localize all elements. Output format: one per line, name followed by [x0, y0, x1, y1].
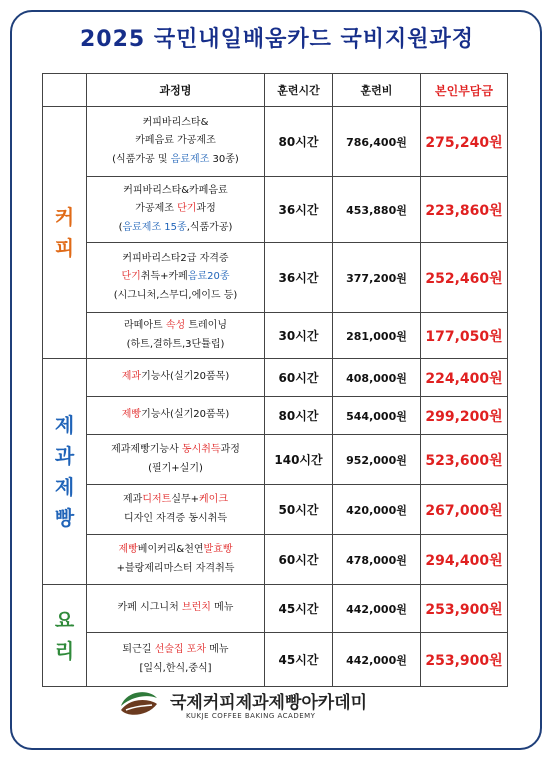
course-name-segment: 단기: [177, 203, 197, 215]
course-name-line: [87, 250, 264, 269]
course-name-segment: (필기+실기): [148, 462, 203, 474]
course-name-line: [87, 541, 264, 560]
course-fee: 408,000원: [333, 359, 421, 397]
header-self-pay: 본인부담금: [421, 74, 508, 107]
course-name-line: [87, 368, 264, 387]
course-name-line: [87, 491, 264, 510]
course-name: [87, 397, 265, 435]
course-name-segment: 커피바리스타2급 자격증: [122, 252, 229, 264]
category-char: 빵: [54, 505, 75, 530]
course-name-segment: 과정: [196, 203, 216, 215]
course-name: [87, 485, 265, 535]
course-name: [87, 313, 265, 359]
category-char: 리: [54, 638, 75, 663]
course-name-segment: 기능사(실기20품목): [141, 409, 230, 421]
course-name-segment: 베이커리&천연: [137, 544, 204, 555]
table-row: [43, 107, 508, 177]
course-name-line: [87, 132, 264, 151]
course-fee: 442,000원: [333, 585, 421, 633]
table-row: [43, 633, 508, 687]
course-name-segment: 케이크: [199, 494, 228, 505]
course-name-segment: 선술집 포차: [154, 644, 207, 655]
table-row: [43, 585, 508, 633]
category-coffee: [43, 107, 87, 359]
academy-name: 국제커피제과제빵아카데미: [170, 693, 368, 713]
course-fee: 478,000원: [333, 535, 421, 585]
table-row: [43, 397, 508, 435]
course-hours: 80시간: [265, 397, 333, 435]
course-hours: 80시간: [265, 107, 333, 177]
course-name-segment: ,식품가공): [186, 221, 233, 233]
course-name-segment: 커피바리스타&: [142, 116, 209, 128]
category-char: 제: [54, 412, 75, 437]
header-blank: [43, 74, 87, 107]
course-name-segment: 카페음료 가공제조: [135, 135, 216, 147]
course-name-segment: 디저트: [142, 494, 172, 505]
page-title: 2025 국민내일배움카드 국비지원과정: [79, 27, 475, 52]
course-hours: 36시간: [265, 177, 333, 243]
course-name-segment: 제빵: [121, 409, 142, 421]
course-name-segment: 제과제빵기능사: [111, 444, 182, 455]
category-char: 제: [54, 474, 75, 499]
course-name-segment: 브런치: [181, 602, 211, 614]
course-name-segment: +블랑제리마스터 자격취득: [116, 562, 235, 574]
course-fee: 544,000원: [333, 397, 421, 435]
course-name-line: [87, 660, 264, 679]
course-name-line: [87, 114, 264, 133]
course-name: [87, 243, 265, 313]
course-self-pay: 267,000원: [421, 485, 508, 535]
course-self-pay: 523,600원: [421, 435, 508, 485]
course-self-pay: 177,050원: [421, 313, 508, 359]
table-row: [43, 359, 508, 397]
header-hours: 훈련시간: [265, 74, 333, 107]
course-name-segment: 실무+: [171, 494, 200, 505]
table-row: [43, 313, 508, 359]
course-name: [87, 359, 265, 397]
course-fee: 453,880원: [333, 177, 421, 243]
course-name: [87, 107, 265, 177]
course-table: [42, 73, 508, 687]
course-name-line: [87, 219, 264, 238]
course-name-segment: 취득+카페: [140, 271, 188, 283]
course-name-segment: (: [118, 221, 123, 233]
course-name-line: [87, 641, 264, 660]
course-name-segment: 커피바리스타&카페음료: [123, 184, 228, 196]
course-name-segment: (식품가공 및: [112, 153, 171, 165]
category-char: 요: [54, 607, 75, 632]
course-self-pay: 223,860원: [421, 177, 508, 243]
coffee-bean-logo-icon: [118, 686, 160, 720]
course-name-segment: 가공제조: [135, 203, 178, 215]
course-hours: 36시간: [265, 243, 333, 313]
category-bakery: [43, 359, 87, 585]
course-name-line: [87, 510, 264, 529]
course-name-segment: 과정: [220, 444, 240, 455]
course-fee: 786,400원: [333, 107, 421, 177]
category-char: 커: [54, 204, 75, 229]
course-hours: 45시간: [265, 633, 333, 687]
course-name: [87, 633, 265, 687]
header-fee: 훈련비: [333, 74, 421, 107]
course-name-line: [87, 151, 264, 170]
course-name-line: [87, 599, 264, 618]
course-name-segment: 메뉴: [210, 602, 234, 614]
course-name-segment: 디자인 자격증 동시취득: [124, 512, 227, 524]
course-self-pay: 253,900원: [421, 585, 508, 633]
course-name-line: [87, 268, 264, 287]
course-name-segment: 제빵: [118, 544, 138, 555]
course-fee: 281,000원: [333, 313, 421, 359]
course-self-pay: 224,400원: [421, 359, 508, 397]
course-name-segment: 제과: [121, 371, 142, 383]
table-row: [43, 177, 508, 243]
course-self-pay: 252,460원: [421, 243, 508, 313]
course-hours: 60시간: [265, 535, 333, 585]
course-self-pay: 294,400원: [421, 535, 508, 585]
course-name-segment: 카페 시그니처: [117, 602, 182, 614]
course-name-segment: (하트,결하트,3단튤립): [126, 338, 225, 350]
course-name-segment: 제과: [123, 494, 143, 505]
course-hours: 50시간: [265, 485, 333, 535]
course-hours: 60시간: [265, 359, 333, 397]
course-name-segment: 동시취득: [181, 444, 221, 455]
course-name-segment: 라떼아트: [124, 320, 166, 331]
category-char: 과: [54, 443, 75, 468]
course-hours: 30시간: [265, 313, 333, 359]
course-name-segment: 음료20종: [187, 271, 230, 283]
course-name-line: [87, 336, 264, 355]
course-name-segment: 음료제조: [170, 153, 210, 165]
course-name-segment: 트레이닝: [185, 320, 227, 331]
course-fee: 420,000원: [333, 485, 421, 535]
category-char: 피: [54, 235, 75, 260]
course-name: [87, 435, 265, 485]
course-hours: 45시간: [265, 585, 333, 633]
academy-logo: [118, 684, 448, 732]
course-name-segment: 속성: [165, 320, 186, 331]
course-name-segment: 음료제조 15종: [122, 221, 187, 233]
course-self-pay: 253,900원: [421, 633, 508, 687]
academy-name-english: KUKJE COFFEE BAKING ACADEMY: [186, 712, 316, 720]
course-name: [87, 535, 265, 585]
course-name-segment: 퇴근길: [122, 644, 155, 655]
course-fee: 442,000원: [333, 633, 421, 687]
course-hours: 140시간: [265, 435, 333, 485]
course-fee: 377,200원: [333, 243, 421, 313]
course-name: [87, 177, 265, 243]
course-name-segment: 메뉴: [206, 644, 229, 655]
course-name-segment: 30종): [209, 153, 239, 165]
course-name-line: [87, 441, 264, 460]
course-name-segment: (시그니처,스무디,에이드 등): [113, 289, 238, 301]
course-name-line: [87, 317, 264, 336]
course-name-line: [87, 406, 264, 425]
course-name-line: [87, 560, 264, 579]
course-self-pay: 299,200원: [421, 397, 508, 435]
course-name: [87, 585, 265, 633]
course-name-segment: [일식,한식,중식]: [139, 662, 212, 674]
table-row: [43, 535, 508, 585]
course-fee: 952,000원: [333, 435, 421, 485]
course-name-line: [87, 460, 264, 479]
header-course-name: 과정명: [87, 74, 265, 107]
table-header-row: [43, 74, 508, 107]
category-cooking: [43, 585, 87, 687]
table-row: [43, 485, 508, 535]
course-self-pay: 275,240원: [421, 107, 508, 177]
table-row: [43, 435, 508, 485]
course-name-line: [87, 287, 264, 306]
course-name-line: [87, 182, 264, 201]
table-row: [43, 243, 508, 313]
course-name-segment: 기능사(실기20품목): [141, 371, 230, 383]
course-name-line: [87, 200, 264, 219]
course-name-segment: 발효빵: [203, 544, 233, 555]
course-name-segment: 단기: [121, 271, 141, 283]
